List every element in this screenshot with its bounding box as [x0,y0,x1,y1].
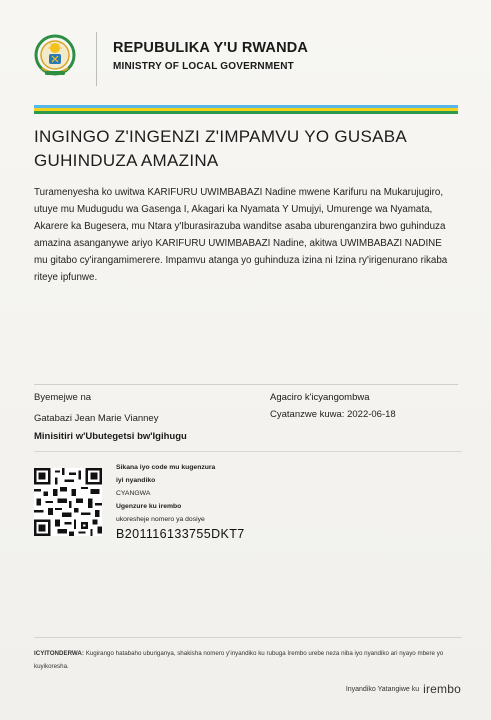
verify-text-line-4: Ugenzure ku irembo [116,503,182,510]
notice-text: Kugirango hatabaho uburiganya, shakisha nomero y'inyandiko ku rubuga Irembo urebe neza niba iyo nyandiko ari nyayo mbere yo kuyikoresha. [34,650,444,670]
rwanda-coat-of-arms-icon [33,33,77,79]
signer-title: Minisitiri w'Ubutegetsi bw'Igihugu [34,431,187,442]
verify-text-line-1: Sikana iyo code mu kugenzura [116,464,216,471]
qr-code-icon [34,468,102,536]
ministry-name: MINISTRY OF LOCAL GOVERNMENT [113,61,294,72]
approved-by-label: Byemejwe na [34,392,92,403]
republic-title: REPUBULIKA Y'U RWANDA [113,40,309,56]
application-number: B201116133755DKT7 [116,527,245,541]
document-body: Turamenyesha ko uwitwa KARIFURU UWIMBABAZI Nadine mwene Karifuru na Mukarujugiro, utuye mu Mudugudu wa Gasenga I, Akagari ka Nyamata Y Umujyi, Umurenge wa Nyamata, Akarere ka Bugesera, mu Ntara y'Iburasirazuba wanditse asaba uburenganzira bwo guhinduza amazina asanganywe ariyo KARIFURU UWIMBABAZI Nadine, akitwa UWIMBABAZI NADINE mu gitabo cy'irangamimerere. Impamvu atanga yo guhinduza izina ni Izina ry'irigenurano rikaba riteye ipfunwe. [34,187,448,283]
flag-stripe-bar [34,105,458,114]
notice-label: ICYITONDERWA: [34,650,84,657]
title-line-1: INGINGO Z'INGENZI Z'IMPAMVU YO GUSABA [34,127,408,146]
footer-brand [346,682,461,696]
verify-text-line-2: iyi nyandiko [116,477,156,484]
title-line-2: GUHINDUZA AMAZINA [34,151,219,170]
header-divider [96,32,97,86]
verify-text-line-3: CYANGWA [116,490,151,497]
document-title [34,125,464,173]
signer-name: Gatabazi Jean Marie Vianney [34,413,159,424]
issued-label: Cyatanzwe kuwa: [270,409,345,420]
section-divider [34,384,458,385]
brand-prefix: Inyandiko Yatangiwe ku [345,685,420,693]
issued-date: 2022-06-18 [347,409,396,420]
verify-text-line-5: ukoresheje nomero ya dosiye [116,516,205,523]
footer-notice [34,647,462,673]
cost-label: Agaciro k'icyangombwa [270,392,370,403]
irembo-logo: irembo [423,682,461,696]
footer-divider [34,637,462,638]
issued-date-line [270,409,396,420]
